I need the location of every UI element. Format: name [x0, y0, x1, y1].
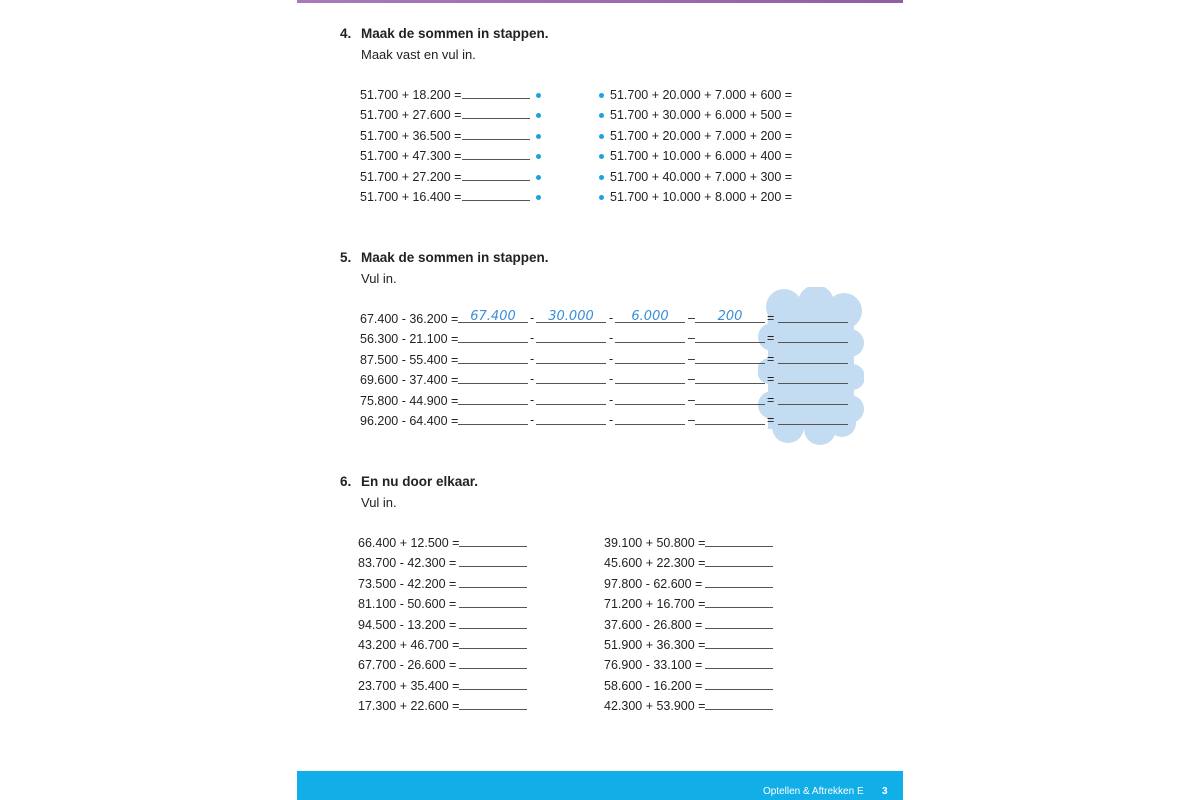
- match-dot-right[interactable]: [599, 93, 604, 98]
- answer-blank[interactable]: [459, 689, 527, 690]
- equation-left: 51.700 + 36.500 =: [360, 128, 462, 143]
- equation-right: 51.700 + 30.000 + 6.000 + 500 =: [610, 108, 793, 123]
- answer-blank[interactable]: [705, 546, 773, 547]
- step-blank[interactable]: [458, 424, 528, 425]
- match-dot-right[interactable]: [599, 175, 604, 180]
- section-6-title: En nu door elkaar.: [361, 474, 479, 489]
- equation-left: 51.700 + 27.200 =: [360, 169, 462, 184]
- dash-sign: –: [688, 311, 695, 325]
- equation-left: 51.700 + 47.300 =: [360, 149, 462, 164]
- subtraction-equation: 69.600 - 37.400 =: [360, 373, 459, 388]
- answer-blank[interactable]: [705, 607, 773, 608]
- mixed-equation-right: 71.200 + 16.700 =: [604, 597, 706, 612]
- answer-blank[interactable]: [459, 628, 527, 629]
- result-blank[interactable]: [778, 424, 848, 425]
- answer-blank[interactable]: [462, 98, 530, 99]
- step-blank[interactable]: [458, 363, 528, 364]
- step-blank[interactable]: [536, 383, 606, 384]
- mixed-equation-right: 37.600 - 26.800 =: [604, 617, 703, 632]
- step-blank[interactable]: [695, 424, 765, 425]
- answer-blank[interactable]: [459, 607, 527, 608]
- equals-sign: =: [767, 392, 775, 407]
- minus-sign: -: [609, 413, 614, 427]
- equation-left: 51.700 + 27.600 =: [360, 108, 462, 123]
- mixed-equation-right: 58.600 - 16.200 =: [604, 678, 703, 693]
- mixed-equation-right: 76.900 - 33.100 =: [604, 658, 703, 673]
- match-dot-left[interactable]: [536, 175, 541, 180]
- answer-blank[interactable]: [705, 566, 773, 567]
- step-blank[interactable]: [615, 404, 685, 405]
- footer-title: Optellen & Aftrekken E: [763, 786, 864, 797]
- minus-sign: -: [530, 351, 535, 366]
- answer-blank[interactable]: [705, 648, 773, 649]
- result-blank[interactable]: [778, 383, 848, 384]
- section-4-number: 4.: [340, 26, 352, 41]
- mixed-equation-right: 39.100 + 50.800 =: [604, 536, 706, 550]
- subtraction-equation: 87.500 - 55.400 =: [360, 352, 459, 367]
- answer-blank[interactable]: [459, 566, 527, 567]
- top-accent-bar: [297, 0, 903, 3]
- answer-blank[interactable]: [459, 546, 527, 547]
- subtraction-equation: 56.300 - 21.100 =: [360, 332, 459, 347]
- equation-left: 51.700 + 16.400 =: [360, 190, 462, 204]
- result-blank[interactable]: [778, 363, 848, 364]
- minus-sign: -: [530, 413, 535, 427]
- dash-sign: –: [688, 392, 695, 407]
- step-blank[interactable]: [536, 404, 606, 405]
- section-4-title: Maak de sommen in stappen.: [361, 26, 549, 41]
- equation-right: 51.700 + 20.000 + 7.000 + 200 =: [610, 128, 793, 143]
- mixed-equation-left: 94.500 - 13.200 =: [358, 617, 457, 632]
- step-blank[interactable]: [695, 342, 765, 343]
- equation-right: 51.700 + 10.000 + 8.000 + 200 =: [610, 190, 793, 204]
- mixed-equation-left: 66.400 + 12.500 =: [358, 536, 460, 550]
- mixed-equation-left: 17.300 + 22.600 =: [358, 699, 460, 714]
- dash-sign: –: [688, 372, 695, 387]
- dash-sign: –: [688, 413, 695, 427]
- equation-left: 51.700 + 18.200 =: [360, 88, 462, 102]
- mixed-equation-left: 73.500 - 42.200 =: [358, 576, 457, 591]
- mixed-equation-left: 81.100 - 50.600 =: [358, 597, 457, 612]
- section-6-subtitle: Vul in.: [361, 495, 397, 510]
- equation-right: 51.700 + 20.000 + 7.000 + 600 =: [610, 88, 793, 102]
- mixed-equation-left: 67.700 - 26.600 =: [358, 658, 457, 673]
- answer-blank[interactable]: [459, 709, 527, 710]
- answer-blank[interactable]: [462, 200, 530, 201]
- step-blank[interactable]: [615, 424, 685, 425]
- minus-sign: -: [609, 311, 614, 325]
- answer-blank[interactable]: [462, 180, 530, 181]
- step-blank[interactable]: [458, 383, 528, 384]
- answer-blank[interactable]: [705, 668, 773, 669]
- step-blank[interactable]: [536, 363, 606, 364]
- subtraction-equation: 75.800 - 44.900 =: [360, 393, 459, 408]
- subtraction-equation: 67.400 - 36.200 =: [360, 312, 459, 326]
- minus-sign: -: [530, 311, 535, 325]
- step-blank[interactable]: [695, 404, 765, 405]
- section-5-title: Maak de sommen in stappen.: [361, 250, 549, 265]
- handwritten-answer: 200: [717, 309, 743, 324]
- answer-blank[interactable]: [705, 587, 773, 588]
- equation-right: 51.700 + 10.000 + 6.000 + 400 =: [610, 149, 793, 164]
- dash-sign: –: [688, 351, 695, 366]
- mixed-equation-right: 45.600 + 22.300 =: [604, 556, 706, 571]
- section-4-subtitle: Maak vast en vul in.: [361, 47, 476, 62]
- handwritten-answer: 6.000: [631, 309, 669, 324]
- minus-sign: -: [609, 331, 614, 346]
- mixed-equation-left: 23.700 + 35.400 =: [358, 678, 460, 693]
- mixed-equation-left: 43.200 + 46.700 =: [358, 638, 460, 652]
- answer-blank[interactable]: [705, 628, 773, 629]
- section-6-number: 6.: [340, 474, 352, 489]
- step-blank[interactable]: [615, 383, 685, 384]
- minus-sign: -: [530, 392, 535, 407]
- subtraction-equation: 96.200 - 64.400 =: [360, 414, 459, 428]
- step-blank[interactable]: [458, 342, 528, 343]
- equals-sign: =: [767, 413, 775, 427]
- answer-blank[interactable]: [459, 587, 527, 588]
- minus-sign: -: [530, 331, 535, 346]
- section-5-number: 5.: [340, 250, 352, 265]
- handwritten-answer: 30.000: [548, 309, 594, 324]
- step-blank[interactable]: [695, 363, 765, 364]
- minus-sign: -: [530, 372, 535, 387]
- equals-sign: =: [767, 372, 775, 387]
- match-dot-left[interactable]: [536, 93, 541, 98]
- step-blank[interactable]: [536, 424, 606, 425]
- answer-blank[interactable]: [459, 648, 527, 649]
- section-5-subtitle: Vul in.: [361, 271, 397, 286]
- mixed-equation-right: 51.900 + 36.300 =: [604, 638, 706, 652]
- handwritten-answer: 67.400: [470, 309, 516, 324]
- step-blank[interactable]: [536, 342, 606, 343]
- step-blank[interactable]: [695, 383, 765, 384]
- equals-sign: =: [767, 351, 775, 366]
- match-dot-right[interactable]: [599, 134, 604, 139]
- mixed-equation-right: 42.300 + 53.900 =: [604, 699, 706, 714]
- step-blank[interactable]: [615, 342, 685, 343]
- dash-sign: –: [688, 331, 695, 346]
- equals-sign: =: [767, 331, 775, 346]
- page-number: 3: [882, 786, 888, 797]
- step-blank[interactable]: [615, 363, 685, 364]
- answer-blank[interactable]: [462, 139, 530, 140]
- match-dot-left[interactable]: [536, 134, 541, 139]
- result-blank[interactable]: [778, 404, 848, 405]
- mixed-equation-left: 83.700 - 42.300 =: [358, 556, 457, 571]
- answer-blank[interactable]: [459, 668, 527, 669]
- minus-sign: -: [609, 372, 614, 387]
- match-dot-right[interactable]: [599, 195, 604, 200]
- minus-sign: -: [609, 392, 614, 407]
- match-dot-left[interactable]: [536, 195, 541, 200]
- answer-blank[interactable]: [705, 689, 773, 690]
- result-blank[interactable]: [778, 342, 848, 343]
- equals-sign: =: [767, 311, 775, 325]
- mixed-equation-right: 97.800 - 62.600 =: [604, 576, 703, 591]
- minus-sign: -: [609, 351, 614, 366]
- equation-right: 51.700 + 40.000 + 7.000 + 300 =: [610, 169, 793, 184]
- answer-blank[interactable]: [462, 159, 530, 160]
- result-blank[interactable]: [778, 322, 848, 323]
- step-blank[interactable]: [458, 404, 528, 405]
- answer-blank[interactable]: [705, 709, 773, 710]
- answer-blank[interactable]: [462, 118, 530, 119]
